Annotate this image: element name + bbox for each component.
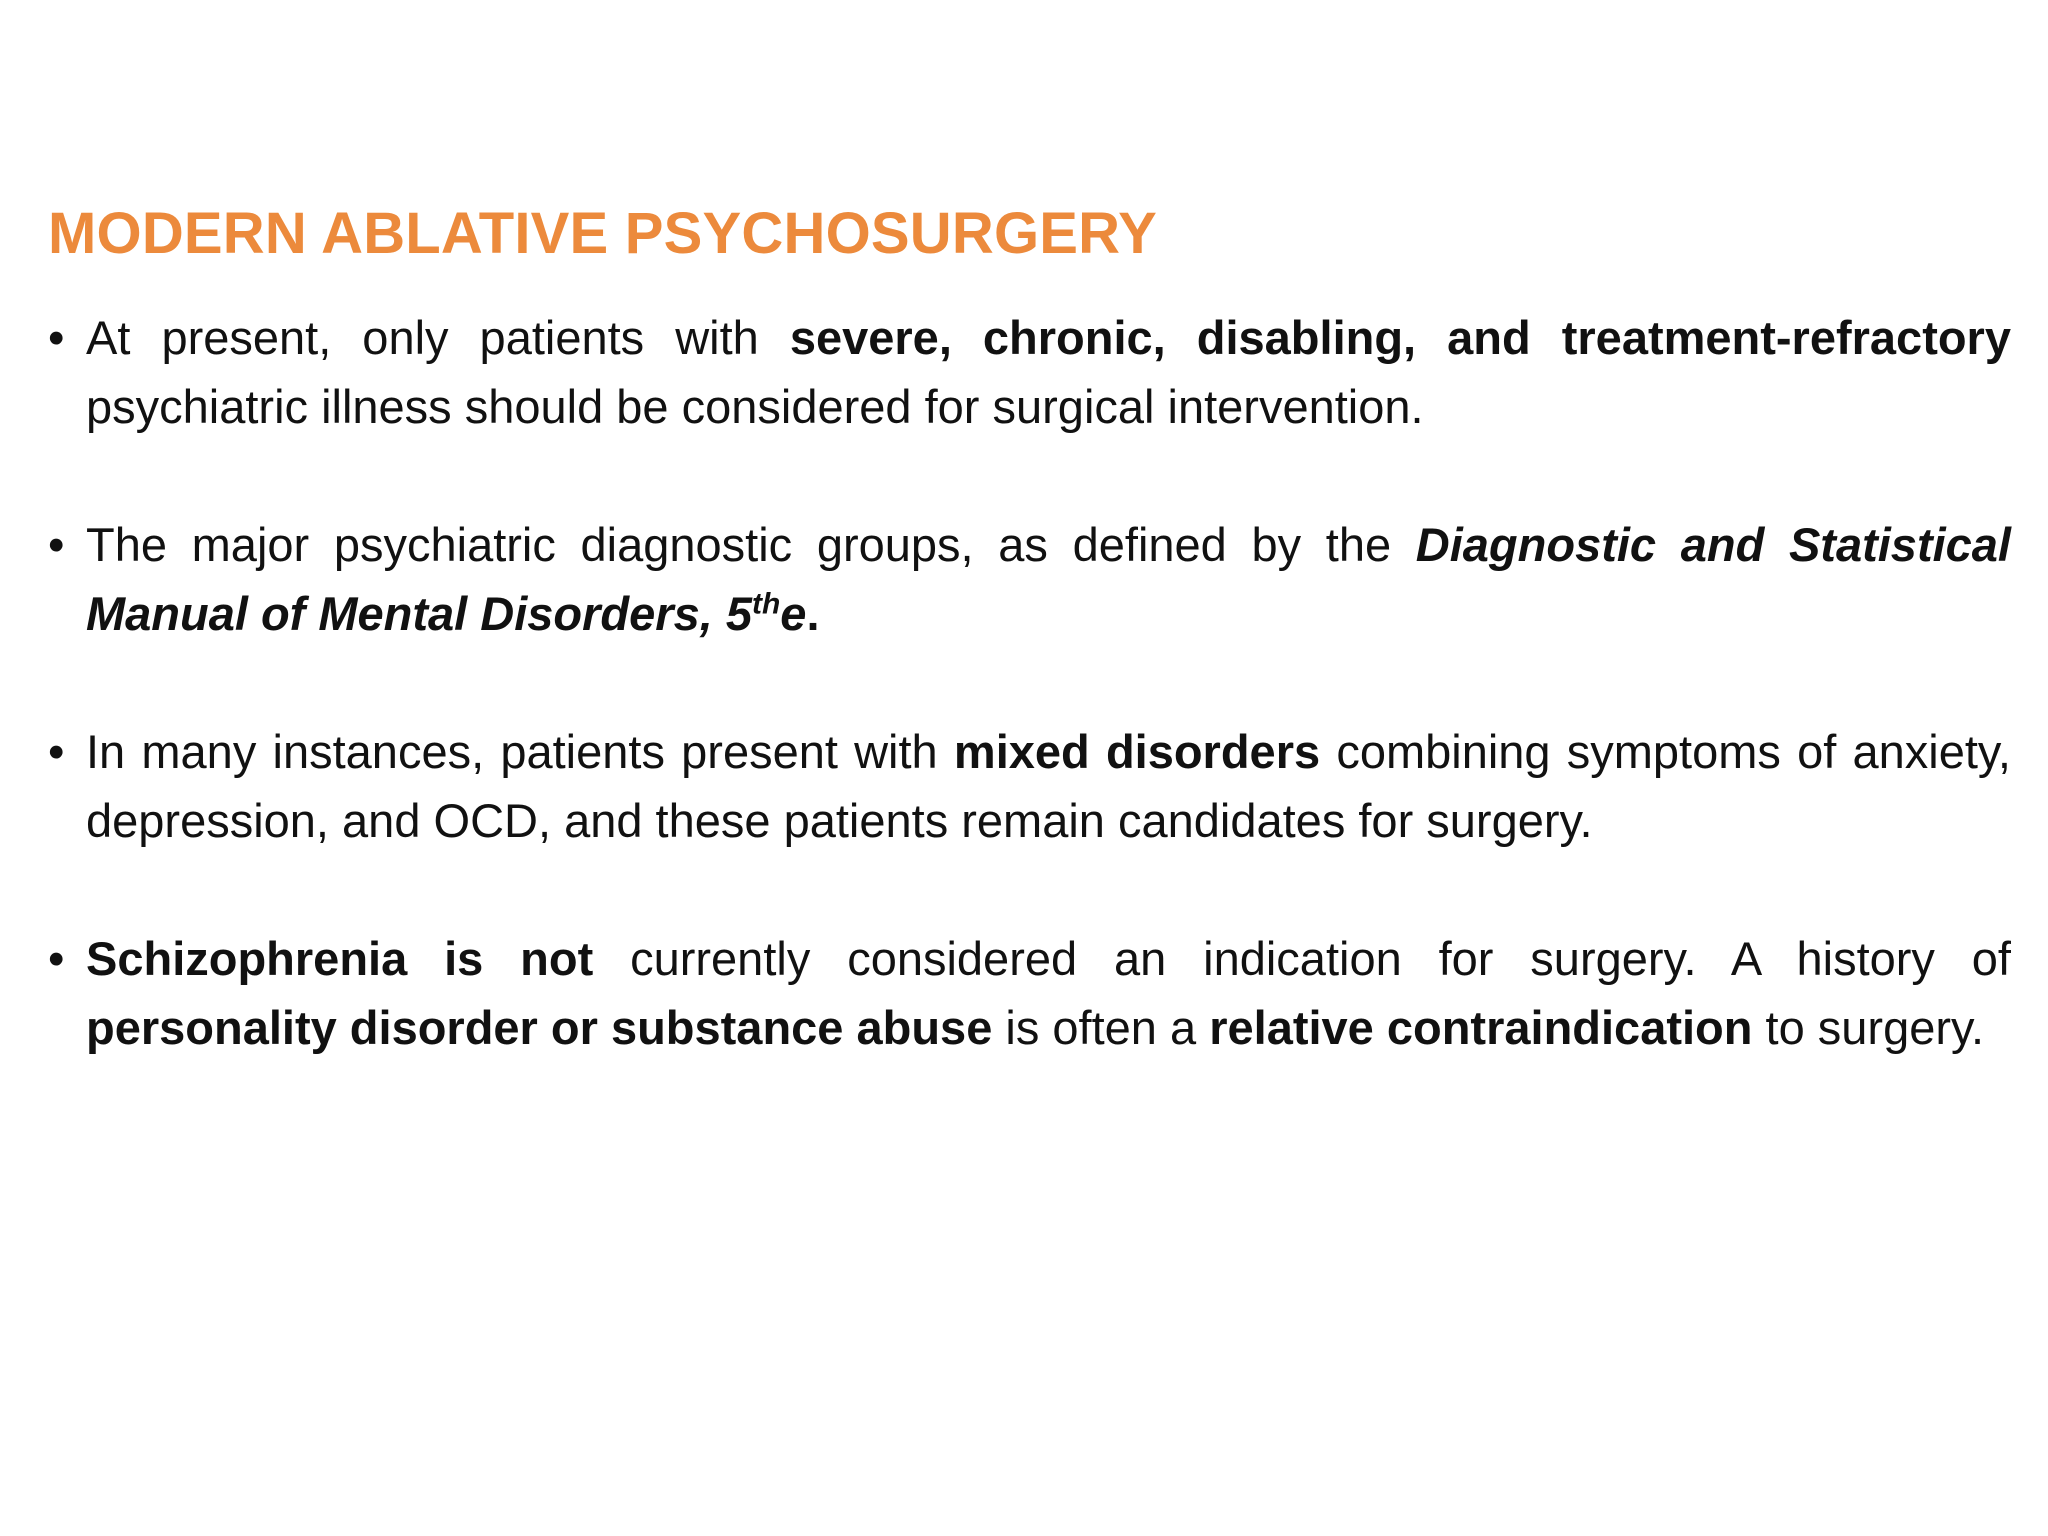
bullet-item-contraindications xyxy=(48,924,2011,1062)
bullet-text: The major psychiatric diagnostic groups, as defined by the Diagnostic and Statistical Manual of Mental Disorders, 5the. xyxy=(86,518,2011,640)
bold-text: severe, chronic, disabling, and treatment-refractory xyxy=(789,311,2011,364)
slide-title: MODERN ABLATIVE PSYCHOSURGERY xyxy=(48,201,1157,266)
bullet-marker: • xyxy=(48,932,65,985)
bullet-text: In many instances, patients present with mixed disorders combining symptoms of anxiety, depression, and OCD, and these patients remain candidates for surgery. xyxy=(86,725,2011,847)
period: . xyxy=(806,587,820,640)
bold-text: relative contraindication xyxy=(1209,1001,1753,1054)
bullet-list xyxy=(48,303,2011,1062)
bullet-marker: • xyxy=(48,518,65,571)
superscript-th: th xyxy=(751,587,781,621)
manual-title: Diagnostic and Statistical Manual of Mental Disorders, 5 xyxy=(86,518,2011,640)
bullet-text: At present, only patients with severe, chronic, disabling, and treatment-refractory psychiatric illness should be considered for surgical intervention. xyxy=(86,311,2011,433)
bold-text: mixed disorders xyxy=(953,725,1321,778)
edition-suffix: e xyxy=(780,587,807,640)
bullet-item-mixed-disorders xyxy=(48,717,2011,855)
bold-text: Schizophrenia is not xyxy=(86,932,594,985)
bullet-item-surgical-candidates xyxy=(48,303,2011,441)
bold-text: personality disorder or substance abuse xyxy=(86,1001,993,1054)
bullet-marker: • xyxy=(48,311,65,364)
bullet-text: Schizophrenia is not currently considered an indication for surgery. A history of personality disorder or substance abuse is often a relative contraindication to surgery. xyxy=(86,932,2011,1054)
bullet-item-diagnostic-groups xyxy=(48,510,2011,648)
bullet-marker: • xyxy=(48,725,65,778)
